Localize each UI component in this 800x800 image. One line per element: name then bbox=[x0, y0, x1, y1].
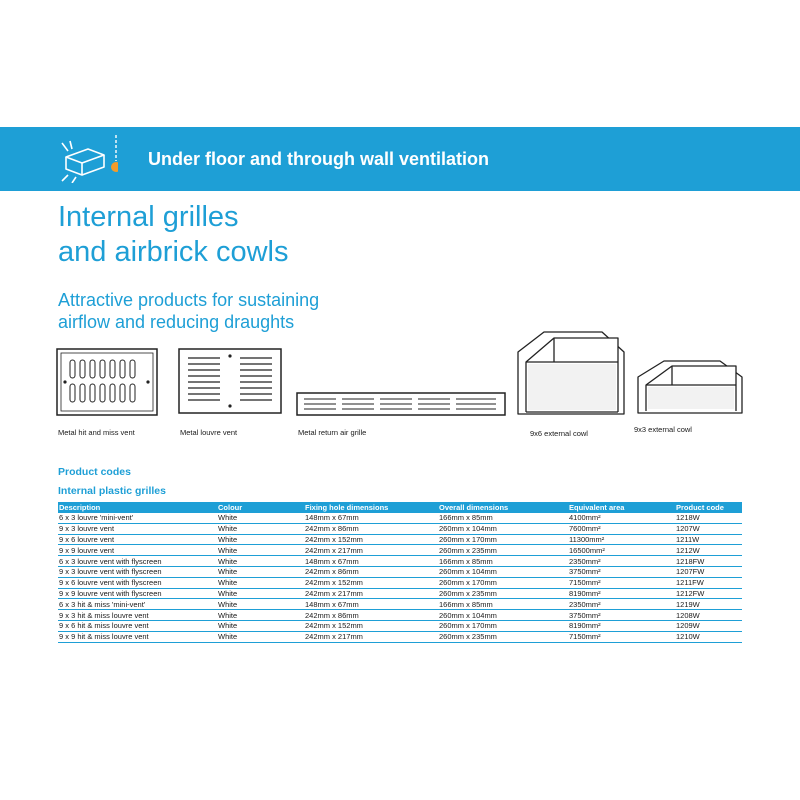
cell-fixing-hole: 242mm x 86mm bbox=[304, 523, 438, 534]
cell-equivalent-area: 2350mm² bbox=[568, 556, 675, 567]
cell-equivalent-area: 3750mm² bbox=[568, 566, 675, 577]
table-row bbox=[58, 566, 742, 577]
page-subtitle-line-1: Attractive products for sustaining bbox=[58, 290, 320, 310]
header-product-code: Product code bbox=[675, 502, 742, 513]
cell-equivalent-area: 3750mm² bbox=[568, 610, 675, 621]
cell-colour: White bbox=[217, 599, 304, 610]
table-row bbox=[58, 577, 742, 588]
table-header-row bbox=[58, 502, 742, 513]
cell-product-code: 1211FW bbox=[675, 577, 742, 588]
9x6-external-cowl-image bbox=[514, 328, 630, 422]
cell-equivalent-area: 4100mm² bbox=[568, 513, 675, 523]
cell-equivalent-area: 11300mm² bbox=[568, 534, 675, 545]
cell-product-code: 1208W bbox=[675, 610, 742, 621]
cell-fixing-hole: 148mm x 67mm bbox=[304, 513, 438, 523]
metal-hit-and-miss-vent-image bbox=[56, 348, 158, 416]
cell-colour: White bbox=[217, 631, 304, 642]
product-caption: Metal hit and miss vent bbox=[58, 428, 135, 437]
cell-product-code: 1218W bbox=[675, 513, 742, 523]
cell-product-code: 1207W bbox=[675, 523, 742, 534]
cell-equivalent-area: 7600mm² bbox=[568, 523, 675, 534]
cell-overall: 166mm x 85mm bbox=[438, 556, 568, 567]
header-fixing-hole-dimensions: Fixing hole dimensions bbox=[304, 502, 438, 513]
cell-overall: 260mm x 104mm bbox=[438, 610, 568, 621]
cell-description: 9 x 3 louvre vent bbox=[58, 523, 217, 534]
cell-product-code: 1209W bbox=[675, 620, 742, 631]
table-row bbox=[58, 599, 742, 610]
cell-fixing-hole: 242mm x 152mm bbox=[304, 534, 438, 545]
cell-product-code: 1218FW bbox=[675, 556, 742, 567]
cell-colour: White bbox=[217, 545, 304, 556]
product-caption: Metal return air grille bbox=[298, 428, 367, 437]
table-row bbox=[58, 523, 742, 534]
cell-colour: White bbox=[217, 610, 304, 621]
cell-description: 9 x 9 louvre vent with flyscreen bbox=[58, 588, 217, 599]
cell-fixing-hole: 242mm x 217mm bbox=[304, 545, 438, 556]
cell-overall: 260mm x 170mm bbox=[438, 534, 568, 545]
cell-colour: White bbox=[217, 556, 304, 567]
cell-fixing-hole: 242mm x 86mm bbox=[304, 610, 438, 621]
page-subtitle bbox=[58, 289, 319, 333]
product-codes-title: Product codes bbox=[58, 466, 131, 478]
cell-equivalent-area: 16500mm² bbox=[568, 545, 675, 556]
cell-colour: White bbox=[217, 534, 304, 545]
table-row bbox=[58, 610, 742, 621]
table-row bbox=[58, 513, 742, 523]
table-row bbox=[58, 545, 742, 556]
metal-louvre-vent-image bbox=[178, 348, 282, 414]
header-equivalent-area: Equivalent area bbox=[568, 502, 675, 513]
cell-equivalent-area: 2350mm² bbox=[568, 599, 675, 610]
cell-fixing-hole: 242mm x 152mm bbox=[304, 577, 438, 588]
cell-colour: White bbox=[217, 588, 304, 599]
cell-colour: White bbox=[217, 577, 304, 588]
cell-overall: 260mm x 235mm bbox=[438, 588, 568, 599]
table-row bbox=[58, 631, 742, 642]
cell-product-code: 1219W bbox=[675, 599, 742, 610]
cell-fixing-hole: 242mm x 86mm bbox=[304, 566, 438, 577]
cell-fixing-hole: 242mm x 152mm bbox=[304, 620, 438, 631]
product-caption: Metal louvre vent bbox=[180, 428, 238, 437]
cell-fixing-hole: 148mm x 67mm bbox=[304, 556, 438, 567]
cell-product-code: 1210W bbox=[675, 631, 742, 642]
page-title-line-1: Internal grilles bbox=[58, 201, 239, 233]
header-overall-dimensions: Overall dimensions bbox=[438, 502, 568, 513]
cell-overall: 260mm x 235mm bbox=[438, 631, 568, 642]
cell-overall: 260mm x 104mm bbox=[438, 566, 568, 577]
page-subtitle-line-2: airflow and reducing draughts bbox=[58, 312, 295, 332]
cell-overall: 166mm x 85mm bbox=[438, 599, 568, 610]
banner-title: Under floor and through wall ventilation bbox=[148, 149, 489, 169]
cell-overall: 260mm x 104mm bbox=[438, 523, 568, 534]
page-title bbox=[58, 200, 288, 270]
metal-return-air-grille-image bbox=[296, 392, 506, 416]
cell-colour: White bbox=[217, 620, 304, 631]
cell-overall: 166mm x 85mm bbox=[438, 513, 568, 523]
cell-description: 6 x 3 louvre vent with flyscreen bbox=[58, 556, 217, 567]
table-row bbox=[58, 556, 742, 567]
cell-description: 9 x 9 louvre vent bbox=[58, 545, 217, 556]
product-codes-table bbox=[58, 502, 742, 643]
table-row bbox=[58, 620, 742, 631]
cell-colour: White bbox=[217, 523, 304, 534]
cell-equivalent-area: 7150mm² bbox=[568, 577, 675, 588]
header-colour: Colour bbox=[217, 502, 304, 513]
cell-description: 6 x 3 hit & miss 'mini-vent' bbox=[58, 599, 217, 610]
cell-product-code: 1212W bbox=[675, 545, 742, 556]
cell-overall: 260mm x 235mm bbox=[438, 545, 568, 556]
airbrick-ventilation-icon bbox=[58, 135, 118, 183]
product-caption: 9x3 external cowl bbox=[634, 425, 692, 434]
table-row bbox=[58, 588, 742, 599]
cell-fixing-hole: 148mm x 67mm bbox=[304, 599, 438, 610]
cell-overall: 260mm x 170mm bbox=[438, 620, 568, 631]
cell-equivalent-area: 8190mm² bbox=[568, 620, 675, 631]
cell-overall: 260mm x 170mm bbox=[438, 577, 568, 588]
cell-equivalent-area: 8190mm² bbox=[568, 588, 675, 599]
cell-product-code: 1212FW bbox=[675, 588, 742, 599]
cell-description: 6 x 3 louvre 'mini-vent' bbox=[58, 513, 217, 523]
cell-description: 9 x 3 hit & miss louvre vent bbox=[58, 610, 217, 621]
cell-fixing-hole: 242mm x 217mm bbox=[304, 588, 438, 599]
cell-colour: White bbox=[217, 513, 304, 523]
table-row bbox=[58, 534, 742, 545]
page-title-line-2: and airbrick cowls bbox=[58, 236, 289, 268]
cell-product-code: 1211W bbox=[675, 534, 742, 545]
product-caption: 9x6 external cowl bbox=[530, 429, 588, 438]
section-banner bbox=[0, 127, 800, 191]
cell-description: 9 x 6 louvre vent bbox=[58, 534, 217, 545]
header-description: Description bbox=[58, 502, 217, 513]
internal-plastic-grilles-title: Internal plastic grilles bbox=[58, 485, 166, 497]
cell-description: 9 x 6 louvre vent with flyscreen bbox=[58, 577, 217, 588]
cell-product-code: 1207FW bbox=[675, 566, 742, 577]
cell-description: 9 x 3 louvre vent with flyscreen bbox=[58, 566, 217, 577]
cell-description: 9 x 6 hit & miss louvre vent bbox=[58, 620, 217, 631]
cell-fixing-hole: 242mm x 217mm bbox=[304, 631, 438, 642]
cell-description: 9 x 9 hit & miss louvre vent bbox=[58, 631, 217, 642]
cell-equivalent-area: 7150mm² bbox=[568, 631, 675, 642]
9x3-external-cowl-image bbox=[634, 357, 746, 419]
cell-colour: White bbox=[217, 566, 304, 577]
